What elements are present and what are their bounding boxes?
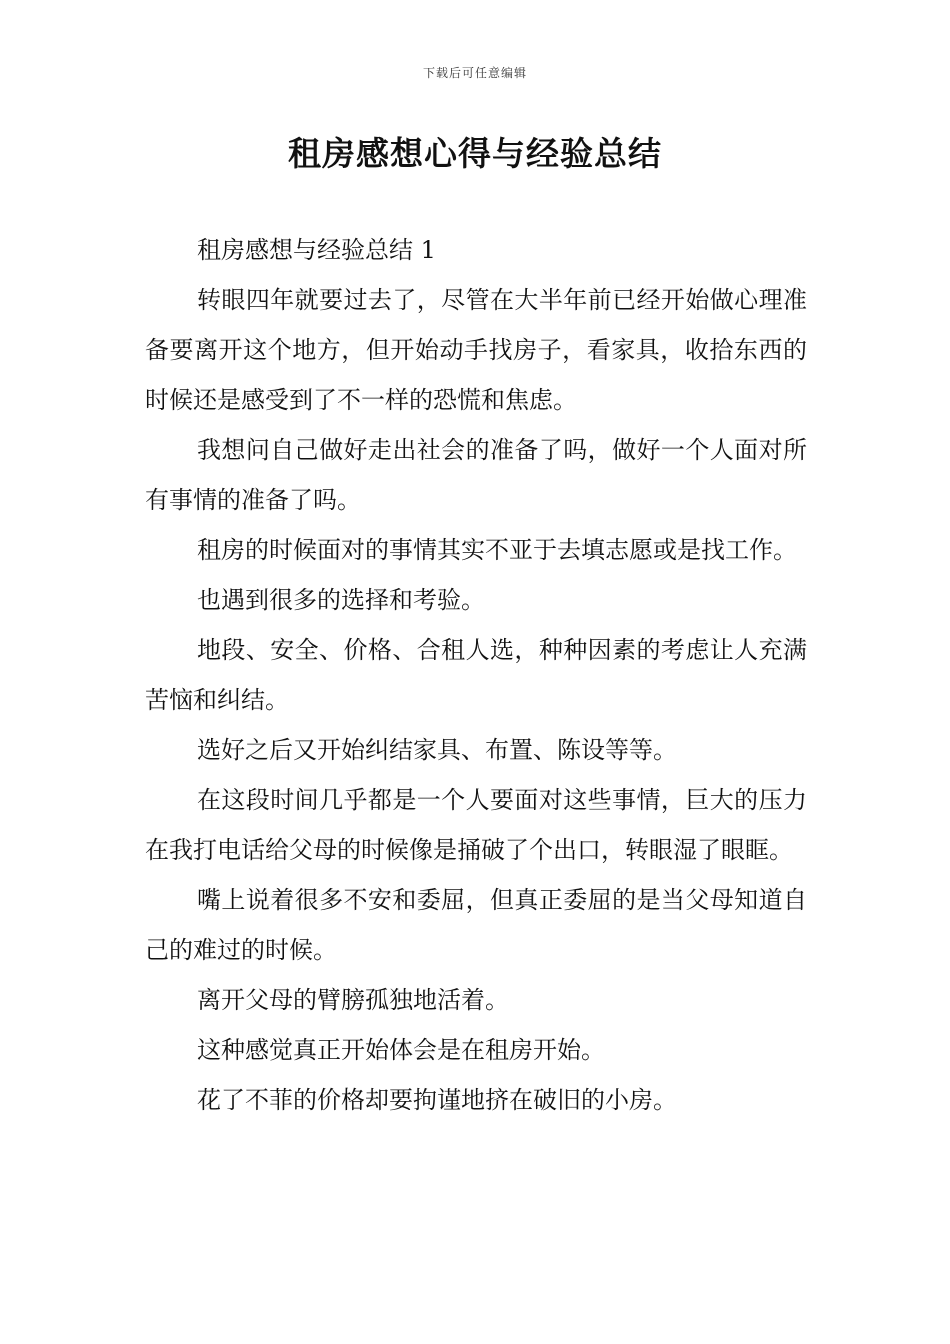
header-note: 下载后可任意编辑 xyxy=(422,66,527,80)
paragraph: 我想问自己做好走出社会的准备了吗，做好一个人面对所有事情的准备了吗。 xyxy=(145,436,807,514)
paragraph: 嘴上说着很多不安和委屈，但真正委屈的是当父母知道自己的难过的时候。 xyxy=(145,886,807,964)
paragraph: 离开父母的臂膀孤独地活着。 xyxy=(197,986,509,1014)
paragraph: 转眼四年就要过去了，尽管在大半年前已经开始做心理准备要离开这个地方，但开始动手找房子，看家具，收拾东西的时候还是感受到了不一样的恐慌和焦虑。 xyxy=(145,286,807,414)
document-title: 租房感想心得与经验总结 xyxy=(288,134,662,173)
paragraph: 也遇到很多的选择和考验。 xyxy=(197,586,485,614)
paragraph: 在这段时间几乎都是一个人要面对这些事情，巨大的压力在我打电话给父母的时候像是捅破了个出口，转眼湿了眼眶。 xyxy=(145,786,807,864)
paragraph: 选好之后又开始纠结家具、布置、陈设等等。 xyxy=(197,736,677,764)
paragraph: 花了不菲的价格却要拘谨地挤在破旧的小房。 xyxy=(197,1086,677,1114)
paragraph: 地段、安全、价格、合租人选，种种因素的考虑让人充满苦恼和纠结。 xyxy=(145,636,807,714)
document-body xyxy=(145,225,807,1125)
paragraph: 租房的时候面对的事情其实不亚于去填志愿或是找工作。 xyxy=(197,536,797,564)
paragraph: 这种感觉真正开始体会是在租房开始。 xyxy=(197,1036,605,1064)
paragraph: 租房感想与经验总结 1 xyxy=(197,236,436,264)
